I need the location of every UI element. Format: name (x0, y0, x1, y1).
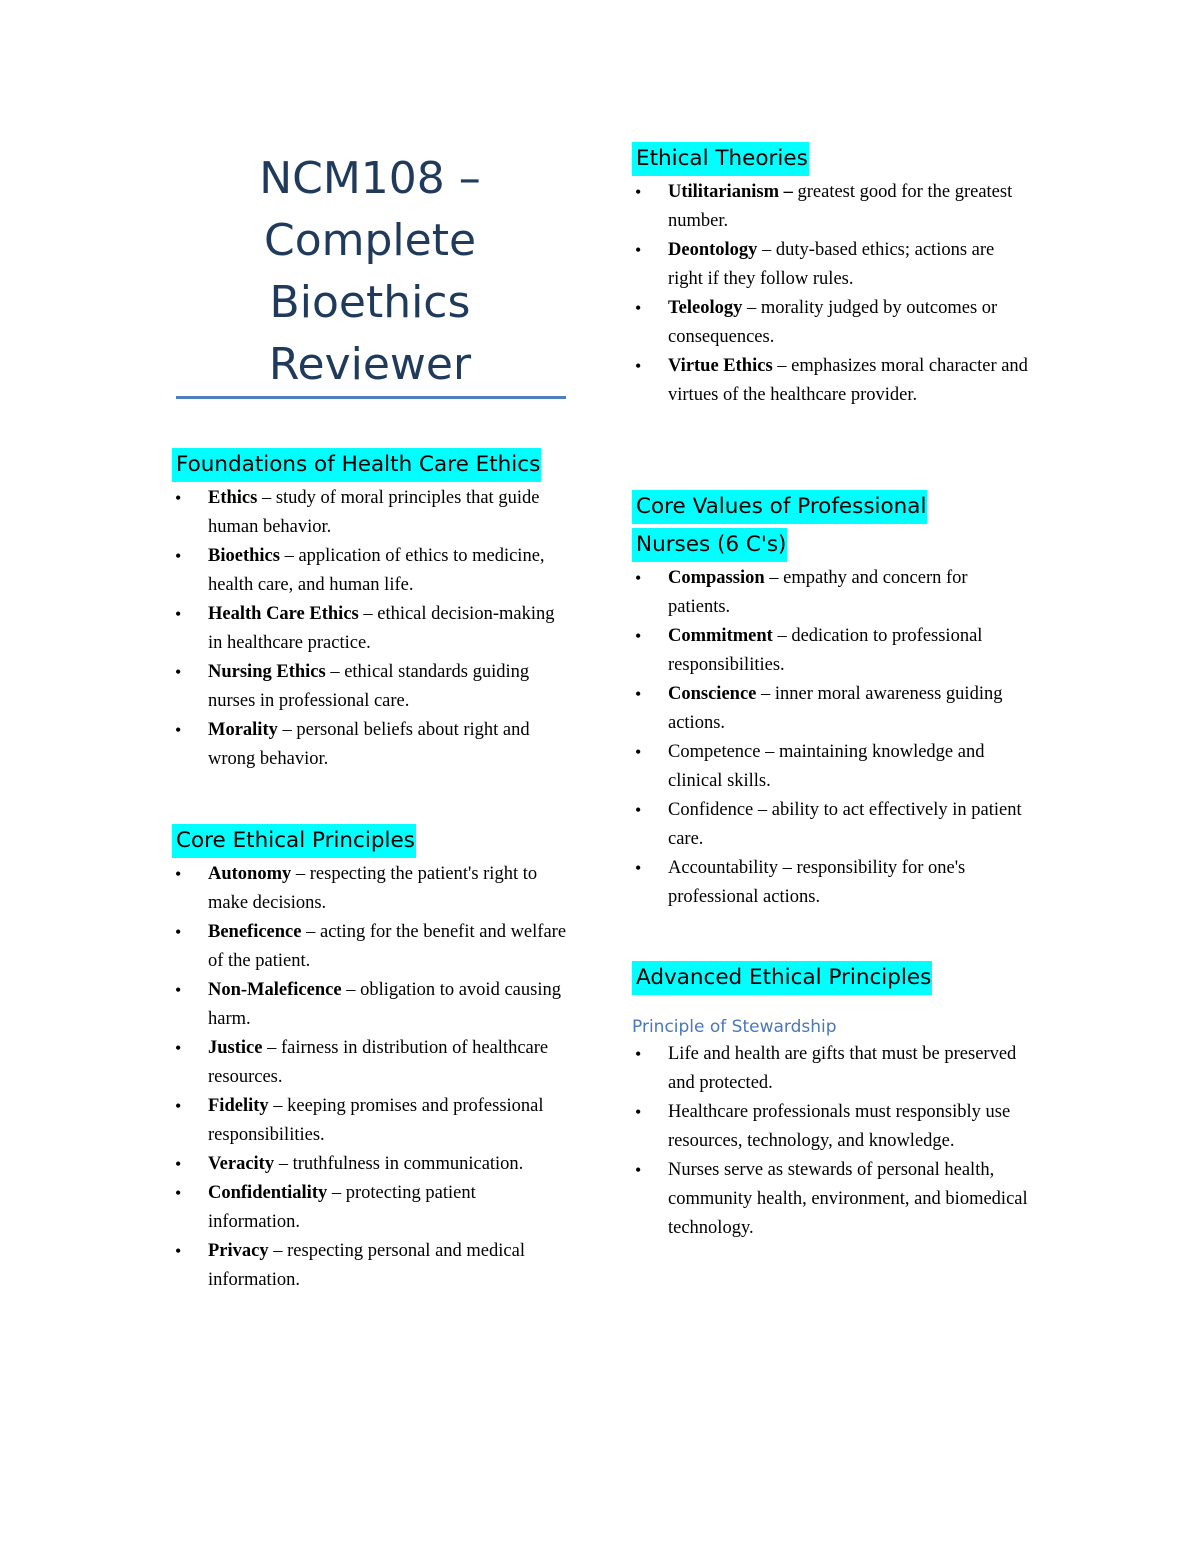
bullet-term: Autonomy (208, 864, 292, 884)
bullet-text: – personal beliefs about right and wrong behavior. (208, 720, 530, 769)
bullet-term: Morality (208, 720, 278, 740)
title-divider (176, 396, 566, 399)
bullet-term: Fidelity (208, 1096, 269, 1116)
bullet-item (172, 1092, 572, 1150)
bullet-term: Ethics (208, 488, 258, 508)
bullet-text: greatest good for the greatest number. (668, 182, 1013, 231)
bullet-item (172, 860, 572, 918)
bullet-item (172, 1179, 572, 1237)
bullet-term: Bioethics (208, 546, 280, 566)
bullet-item (172, 1034, 572, 1092)
bullet-list (172, 860, 572, 1295)
bullet-icon: • (175, 488, 182, 508)
bullet-item (632, 564, 1032, 622)
bullet-term: Teleology (668, 298, 743, 318)
bullet-icon: • (635, 1044, 642, 1064)
section-ethical-theories (632, 140, 1032, 410)
bullet-item (632, 854, 1032, 912)
bullet-term: Veracity (208, 1154, 275, 1174)
bullet-text: – acting for the benefit and welfare of the patient. (208, 922, 567, 971)
bullet-icon: • (635, 684, 642, 704)
bullet-icon: • (175, 662, 182, 682)
bullet-item (172, 1150, 572, 1179)
bullet-text: – respecting the patient's right to make decisions. (208, 864, 538, 913)
bullet-term: Virtue Ethics (668, 356, 773, 376)
bullet-text: Confidence – ability to act effectively in patient care. (668, 800, 1022, 849)
bullet-term: Utilitarianism – (668, 182, 793, 202)
bullet-icon: • (635, 800, 642, 820)
bullet-text: – obligation to avoid causing harm. (208, 980, 561, 1029)
section-foundations (172, 446, 572, 774)
bullet-text: – application of ethics to medicine, health care, and human life. (208, 546, 545, 595)
bullet-text: Life and health are gifts that must be preserved and protected. (668, 1044, 1017, 1093)
bullet-text: – ethical standards guiding nurses in professional care. (208, 662, 530, 711)
bullet-icon: • (635, 240, 642, 260)
bullet-term: Privacy (208, 1241, 269, 1261)
bullet-text: Accountability – responsibility for one's professional actions. (668, 858, 966, 907)
bullet-term: Non-Maleficence (208, 980, 342, 1000)
section-core-principles (172, 822, 572, 1295)
bullet-text: – respecting personal and medical information. (208, 1241, 525, 1290)
bullet-icon: • (635, 858, 642, 878)
bullet-text: Nurses serve as stewards of personal health, community health, environment, and biomedical technology. (668, 1160, 1028, 1238)
bullet-item (632, 1156, 1032, 1243)
section-heading: Advanced Ethical Principles (632, 959, 1032, 997)
section-advanced-principles (632, 959, 1032, 1243)
bullet-icon: • (635, 568, 642, 588)
bullet-item (632, 738, 1032, 796)
bullet-term: Commitment (668, 626, 773, 646)
bullet-item (172, 542, 572, 600)
bullet-text: – duty-based ethics; actions are right if they follow rules. (668, 240, 995, 289)
bullet-icon: • (635, 626, 642, 646)
bullet-text: – dedication to professional responsibilities. (668, 626, 983, 675)
bullet-item (632, 236, 1032, 294)
bullet-icon: • (635, 1102, 642, 1122)
section-heading: Core Values of Professional Nurses (6 C's) (632, 488, 962, 564)
bullet-icon: • (635, 742, 642, 762)
bullet-text: Healthcare professionals must responsibly use resources, technology, and knowledge. (668, 1102, 1011, 1151)
bullet-item (172, 484, 572, 542)
bullet-icon: • (175, 720, 182, 740)
bullet-term: Beneficence (208, 922, 302, 942)
bullet-term: Justice (208, 1038, 263, 1058)
bullet-text: Competence – maintaining knowledge and clinical skills. (668, 742, 985, 791)
bullet-text: – ethical decision-making in healthcare practice. (208, 604, 555, 653)
bullet-item (172, 600, 572, 658)
bullet-item (172, 658, 572, 716)
bullet-icon: • (175, 922, 182, 942)
bullet-item (632, 796, 1032, 854)
bullet-icon: • (175, 980, 182, 1000)
bullet-icon: • (175, 1096, 182, 1116)
subheading-stewardship: Principle of Stewardship (632, 1017, 837, 1037)
bullet-term: Confidentiality (208, 1183, 328, 1203)
bullet-term: Health Care Ethics (208, 604, 359, 624)
bullet-icon: • (175, 1154, 182, 1174)
document-title: NCM108 – Complete Bioethics Reviewer (259, 153, 481, 390)
bullet-text: – keeping promises and professional responsibilities. (208, 1096, 544, 1145)
bullet-term: Compassion (668, 568, 765, 588)
bullet-item (632, 622, 1032, 680)
bullet-list (632, 564, 1032, 912)
bullet-text: – protecting patient information. (208, 1183, 476, 1232)
bullet-item (172, 716, 572, 774)
bullet-icon: • (635, 356, 642, 376)
bullet-list (632, 1040, 1032, 1243)
bullet-text: – morality judged by outcomes or consequences. (668, 298, 998, 347)
bullet-text: – fairness in distribution of healthcare resources. (208, 1038, 549, 1087)
bullet-list (172, 484, 572, 774)
bullet-text: – inner moral awareness guiding actions. (668, 684, 1003, 733)
bullet-item (632, 352, 1032, 410)
bullet-item (632, 294, 1032, 352)
bullet-term: Nursing Ethics (208, 662, 326, 682)
bullet-icon: • (175, 1038, 182, 1058)
bullet-text: – truthfulness in communication. (274, 1154, 524, 1174)
bullet-item (632, 680, 1032, 738)
bullet-icon: • (635, 1160, 642, 1180)
bullet-term: Conscience (668, 684, 757, 704)
bullet-icon: • (175, 1241, 182, 1261)
bullet-item (172, 918, 572, 976)
section-core-values-list (632, 564, 1032, 912)
bullet-item (172, 976, 572, 1034)
bullet-term: Deontology (668, 240, 758, 260)
bullet-item (632, 178, 1032, 236)
bullet-item (632, 1098, 1032, 1156)
section-core-values (632, 488, 962, 564)
bullet-text: – emphasizes moral character and virtues of the healthcare provider. (668, 356, 1028, 405)
section-heading: Core Ethical Principles (172, 822, 572, 860)
section-heading: Foundations of Health Care Ethics (172, 446, 572, 484)
bullet-text: – empathy and concern for patients. (668, 568, 968, 617)
bullet-icon: • (175, 604, 182, 624)
bullet-icon: • (635, 182, 642, 202)
bullet-icon: • (175, 546, 182, 566)
bullet-icon: • (635, 298, 642, 318)
bullet-text: – study of moral principles that guide human behavior. (208, 488, 540, 537)
bullet-icon: • (175, 864, 182, 884)
bullet-icon: • (175, 1183, 182, 1203)
bullet-item (632, 1040, 1032, 1098)
bullet-list (632, 178, 1032, 410)
bullet-item (172, 1237, 572, 1295)
section-heading: Ethical Theories (632, 140, 1032, 178)
